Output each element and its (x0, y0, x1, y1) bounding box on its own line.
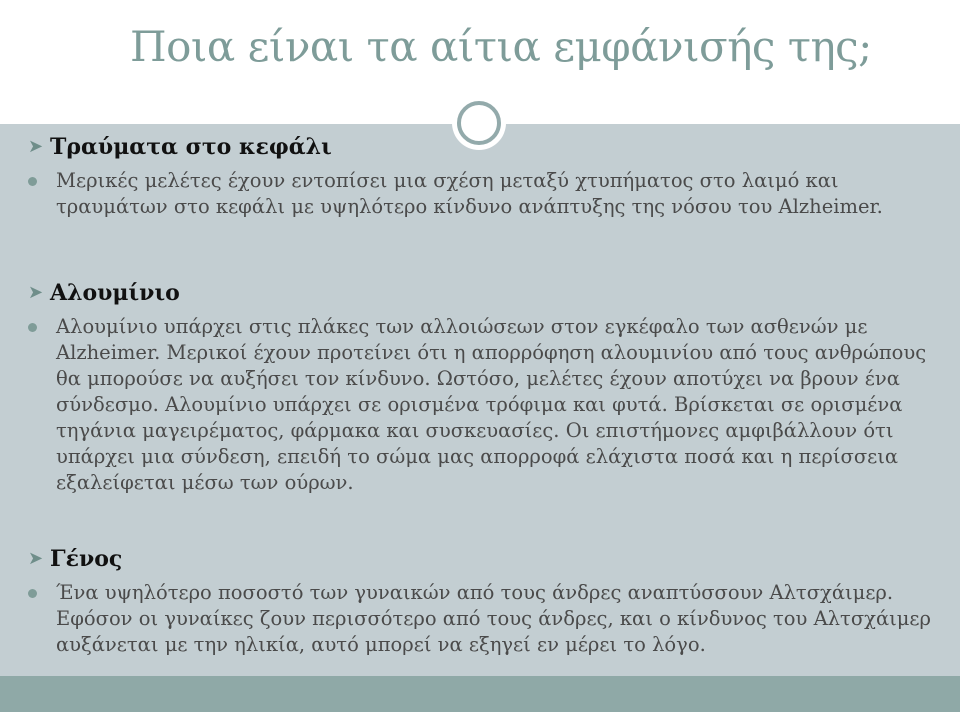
section-heading-gender (28, 546, 122, 572)
section-text: Αλουμίνιο υπάρχει στις πλάκες των αλλοιώσεων στον εγκέφαλο των ασθενών με Alzheimer. Μερικοί έχουν προτείνει ότι η απορρόφηση αλουμινίου από τους ανθρώπους θα μπορούσε να αυξήσει τον κίνδυνο. Ωστόσο, μελέτες έχουν αποτύχει να βρουν ένα σύνδεσμο. Αλουμίνιο υπάρχει σε ορισμένα τρόφιμα και φυτά. Βρίσκεται σε ορισμένα τηγάνια μαγειρέματος, φάρμακα και συσκευασίες. Οι επιστήμονες αμφιβάλλουν ότι υπάρχει μια σύνδεση, επειδή το σώμα μας απορροφά ελάχιστα ποσά και η περίσσεια εξαλείφεται μέσω των ούρων. (56, 315, 927, 494)
section-text-head-injury (28, 168, 934, 220)
arrow-bullet-icon: ➤ (28, 136, 44, 157)
section-text: Μερικές μελέτες έχουν εντοπίσει μια σχέση μεταξύ χτυπήματος στο λαιμό και τραυμάτων στο κεφάλι με υψηλότερο κίνδυνο ανάπτυξης της νόσου του Alzheimer. (56, 169, 883, 218)
section-heading-label: Τραύματα στο κεφάλι (50, 134, 332, 160)
section-text-aluminium (28, 314, 934, 496)
round-bullet-icon (28, 323, 37, 332)
arrow-bullet-icon: ➤ (28, 282, 44, 303)
section-heading-label: Αλουμίνιο (50, 280, 180, 306)
round-bullet-icon (28, 589, 37, 598)
ring-ornament-icon (452, 96, 506, 150)
round-bullet-icon (28, 177, 37, 186)
slide-title: Ποια είναι τα αίτια εμφάνισής της; (130, 22, 872, 71)
ornament-ring (457, 101, 501, 145)
section-text: Ένα υψηλότερο ποσοστό των γυναικών από τους άνδρες αναπτύσσουν Αλτσχάιμερ. Εφόσον οι γυναίκες ζουν περισσότερο από τους άνδρες, και ο κίνδυνος του Αλτσχάιμερ αυξάνεται με την ηλικία, αυτό μπορεί να εξηγεί εν μέρει το λόγο. (56, 581, 931, 656)
section-text-gender (28, 580, 934, 658)
bottom-bar (0, 676, 960, 712)
section-heading-label: Γένος (50, 546, 123, 572)
section-heading-head-injury (28, 134, 332, 160)
arrow-bullet-icon: ➤ (28, 548, 44, 569)
section-heading-aluminium (28, 280, 180, 306)
